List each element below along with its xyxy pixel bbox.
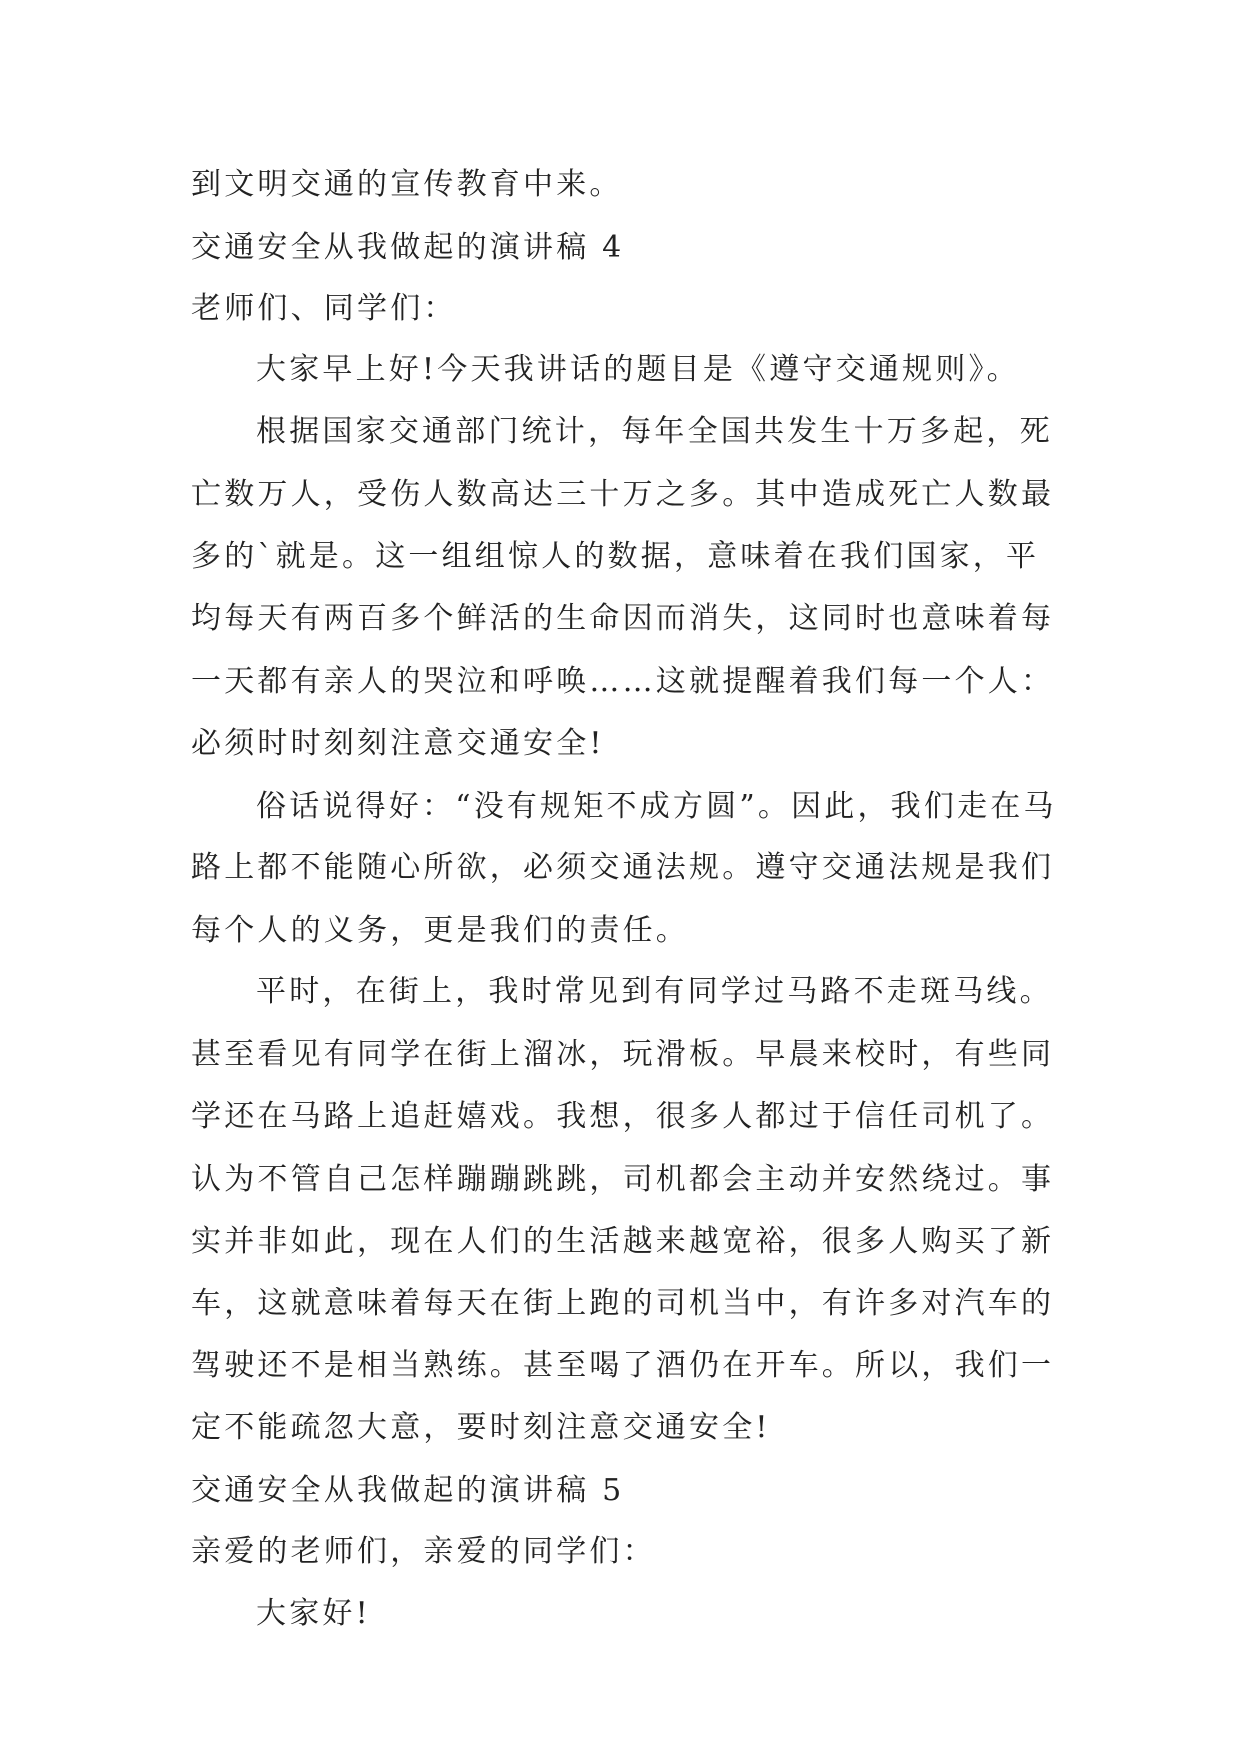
text-line: 亡数万人，受伤人数高达三十万之多。其中造成死亡人数最 bbox=[191, 477, 1055, 512]
paragraph-start: 大家早上好!今天我讲话的题目是《遵守交通规则》。 bbox=[256, 352, 1020, 387]
text-line: 到文明交通的宣传教育中来。 bbox=[191, 167, 623, 202]
text-line: 一天都有亲人的哭泣和呼唤……这就提醒着我们每一个人： bbox=[191, 664, 1055, 699]
text-line: 认为不管自己怎样蹦蹦跳跳，司机都会主动并安然绕过。事 bbox=[191, 1162, 1055, 1197]
text-line: 学还在马路上追赶嬉戏。我想，很多人都过于信任司机了。 bbox=[191, 1099, 1055, 1134]
paragraph-start: 大家好! bbox=[256, 1596, 371, 1631]
text-line: 均每天有两百多个鲜活的生命因而消失，这同时也意味着每 bbox=[191, 601, 1055, 636]
text-line: 驾驶还不是相当熟练。甚至喝了酒仍在开车。所以，我们一 bbox=[191, 1348, 1055, 1383]
text-line: 每个人的义务，更是我们的责任。 bbox=[191, 913, 689, 948]
salutation: 亲爱的老师们，亲爱的同学们： bbox=[191, 1534, 656, 1569]
text-line: 实并非如此，现在人们的生活越来越宽裕，很多人购买了新 bbox=[191, 1224, 1055, 1259]
paragraph-start: 俗话说得好：“没有规矩不成方圆”。因此，我们走在马 bbox=[256, 789, 1057, 824]
text-line: 车，这就意味着每天在街上跑的司机当中，有许多对汽车的 bbox=[191, 1286, 1055, 1321]
paragraph-start: 平时，在街上，我时常见到有同学过马路不走斑马线。 bbox=[256, 974, 1053, 1009]
text-line: 必须时时刻刻注意交通安全! bbox=[191, 726, 605, 761]
section-heading: 交通安全从我做起的演讲稿 4 bbox=[191, 230, 625, 265]
salutation: 老师们、同学们： bbox=[191, 291, 457, 326]
section-heading: 交通安全从我做起的演讲稿 5 bbox=[191, 1473, 625, 1508]
text-line: 甚至看见有同学在街上溜冰，玩滑板。早晨来校时，有些同 bbox=[191, 1037, 1055, 1072]
paragraph-start: 根据国家交通部门统计，每年全国共发生十万多起，死 bbox=[256, 414, 1053, 449]
text-line: 多的`就是。这一组组惊人的数据，意味着在我们国家，平 bbox=[191, 539, 1040, 574]
text-line: 定不能疏忽大意，要时刻注意交通安全! bbox=[191, 1410, 771, 1445]
text-line: 路上都不能随心所欲，必须交通法规。遵守交通法规是我们 bbox=[191, 850, 1055, 885]
